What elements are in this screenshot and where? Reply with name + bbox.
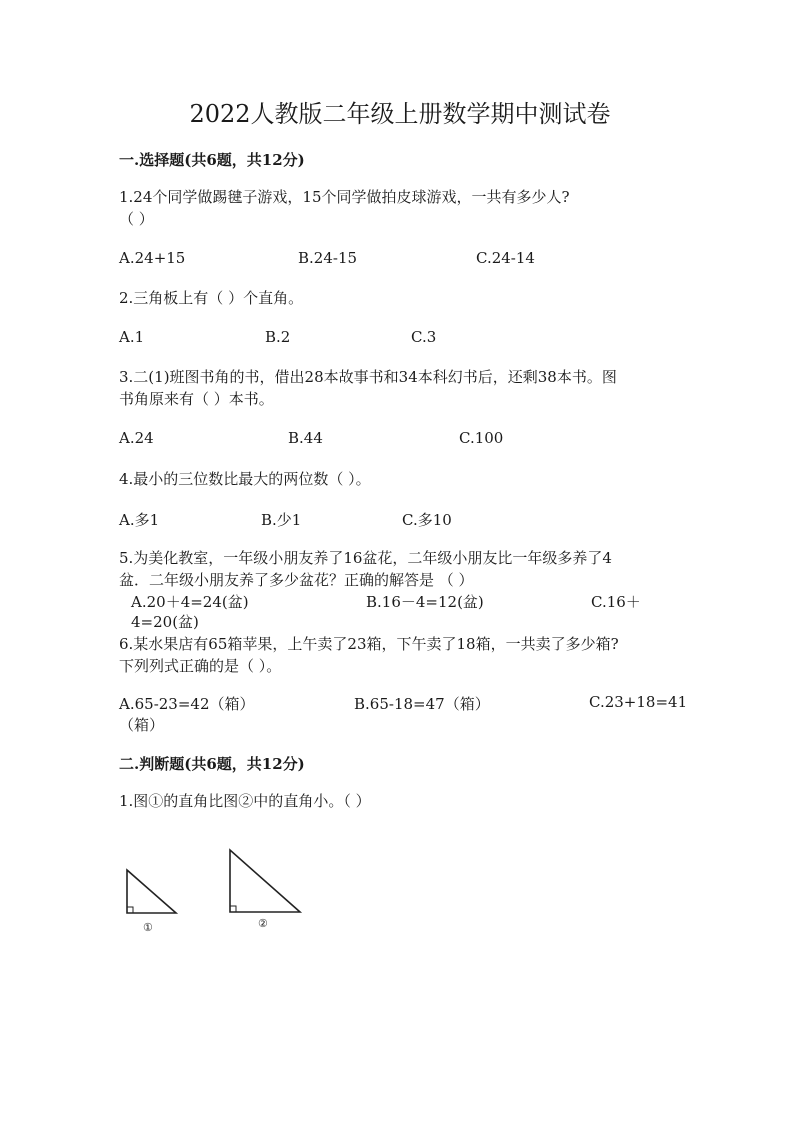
question-1-text: 1.24个同学做踢毽子游戏，15个同学做拍皮球游戏，一共有多少人?	[119, 188, 570, 206]
question-1-option-b[interactable]: B.24-15	[298, 249, 358, 267]
question-6-option-c[interactable]: C.23+18=41	[589, 693, 688, 711]
question-6-option-c-wrap: （箱）	[119, 716, 165, 734]
question-1-option-a[interactable]: A.24+15	[119, 249, 186, 267]
question-3-text: 3.二(1)班图书角的书，借出28本故事书和34本科幻书后，还剩38本书。图	[119, 368, 617, 386]
judge-question-1-text: 1.图①的直角比图②中的直角小。（ ）	[119, 792, 371, 810]
question-6-option-a[interactable]: A.65-23=42（箱）	[119, 695, 255, 713]
question-5-option-c-wrap: 4=20(盆)	[131, 613, 199, 631]
section-heading-choice: 一.选择题(共6题，共12分)	[119, 151, 305, 169]
question-4-option-c[interactable]: C.多10	[402, 511, 452, 529]
question-5-option-b[interactable]: B.16－4=12(盆)	[366, 593, 484, 611]
page-title: 2022人教版二年级上册数学期中测试卷	[189, 100, 611, 128]
question-3-option-a[interactable]: A.24	[119, 429, 154, 447]
triangle-1-label: ①	[143, 921, 153, 934]
triangle-2	[230, 850, 300, 912]
question-3-option-c[interactable]: C.100	[459, 429, 504, 447]
question-5-option-a[interactable]: A.20＋4=24(盆)	[131, 593, 249, 611]
question-4-option-a[interactable]: A.多1	[119, 511, 160, 529]
question-4-text: 4.最小的三位数比最大的两位数（ ）。	[119, 470, 371, 488]
question-2-text: 2.三角板上有（ ）个直角。	[119, 289, 304, 307]
question-4-option-b[interactable]: B.少1	[261, 511, 302, 529]
section-heading-judge: 二.判断题(共6题，共12分)	[119, 755, 305, 773]
question-6-text: 6.某水果店有65箱苹果，上午卖了23箱，下午卖了18箱，一共卖了多少箱?	[119, 635, 619, 653]
triangle-1	[127, 870, 176, 913]
question-5-text-cont: 盆．二年级小朋友养了多少盆花？正确的解答是 （ ）	[119, 571, 474, 589]
question-2-option-a[interactable]: A.1	[119, 328, 145, 346]
question-5-text: 5.为美化教室，一年级小朋友养了16盆花，二年级小朋友比一年级多养了4	[119, 549, 612, 567]
question-1-blank: （ ）	[119, 210, 154, 228]
question-3-text-cont: 书角原来有（ ）本书。	[119, 390, 274, 408]
question-1-option-c[interactable]: C.24-14	[476, 249, 535, 267]
question-3-option-b[interactable]: B.44	[288, 429, 323, 447]
question-2-option-b[interactable]: B.2	[265, 328, 291, 346]
triangle-2-label: ②	[258, 917, 268, 930]
question-2-option-c[interactable]: C.3	[411, 328, 437, 346]
question-5-option-c[interactable]: C.16＋	[591, 593, 641, 611]
question-6-text-cont: 下列列式正确的是（ ）。	[119, 657, 282, 675]
question-6-option-b[interactable]: B.65-18=47（箱）	[354, 695, 490, 713]
